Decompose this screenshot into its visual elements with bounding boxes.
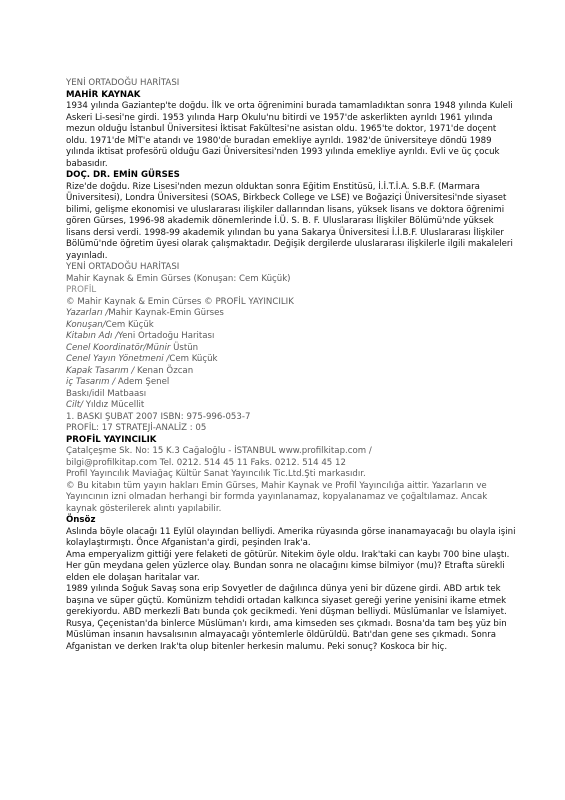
printing-line: Baskı/idil Matbaası bbox=[66, 388, 147, 399]
preface-heading: Önsöz bbox=[66, 515, 96, 525]
credit-value: Yeni Ortadoğu Haritası bbox=[118, 331, 215, 341]
publisher-label: PROFİL bbox=[66, 285, 97, 295]
credit-line bbox=[66, 377, 518, 389]
address-line-2: bilgi@profilkitap.com Tel. 0212. 514 45 11 Faks. 0212. 514 45 12 bbox=[66, 457, 346, 468]
credit-value: Üstün bbox=[173, 342, 199, 353]
credit-label: Cenel Yayın Yönetmeni / bbox=[66, 354, 170, 364]
credit-line bbox=[66, 331, 518, 343]
author2-name: DOÇ. DR. EMİN GÜRSES bbox=[66, 170, 180, 180]
preface-paragraph-2: Ama emperyalizm gittiği yere felaketi de götürür. Nitekim öyle oldu. Irak'taki can kaybı 700 bine ulaştı. Her gün meydana gelen yüzlerce olay. Bundan sonra ne olacağını kimse bilmiyor (mu)? Etrafta sürekli elden ele dolaşan haritalar var. bbox=[66, 549, 510, 583]
series-line: PROFİL: 17 STRATEJİ-ANALİZ : 05 bbox=[66, 423, 207, 433]
credits-list bbox=[66, 308, 518, 389]
credit-line bbox=[66, 366, 518, 378]
binding-label: Cilt/ bbox=[66, 400, 86, 410]
credit-line bbox=[66, 308, 518, 320]
credit-label: Yazarları / bbox=[66, 308, 109, 318]
credit-value: Cem Küçük bbox=[169, 354, 218, 364]
credit-label: Kitabın Adı / bbox=[66, 331, 119, 341]
credit-value: Cem Küçük bbox=[105, 319, 154, 330]
credit-value: Kenan Özcan bbox=[137, 365, 194, 376]
author2-bio: Rize'de doğdu. Rize Lisesi'nden mezun olduktan sonra Eğitim Enstitüsü, İ.İ.T.İ.A. S.B.F. (Marmara Üniversitesi), Londra Üniversitesi (SOAS, Birkbeck College ve LSE) ve Boğaziçi Üniversitesi'nde siyaset bilimi, gelişme ekonomisi ve uluslararası ilişkiler dallarından lisans, yüksek lisans ve doktora öğrenimi gören Gürses, 1996-98 akademik dönemlerinde İ.Ü. S. B. F. Uluslararası İlişkiler Bölümü'nde yüksek lisans dersi verdi. 1998-99 akademik yılından bu yana Sakarya Üniversitesi İ.İ.B.F. Uluslararası İlişkiler Bölümü'nde öğretim üyesi olarak çalışmaktadır. Değişik dergilerde uluslararası ilişkilerle ilgili makaleleri yayınladı. bbox=[66, 181, 513, 261]
author1-name: MAHİR KAYNAK bbox=[66, 89, 141, 100]
rights-notice: © Bu kitabın tüm yayın hakları Emin Gürses, Mahir Kaynak ve Profil Yayıncılığa aittir. Yazarların ve Yayıncının izni olmadan herhangi bir formda yayınlanamaz, kopyalanamaz ve çoğaltılamaz. Ancak kaynak gösterilerek alıntı yapılabilir. bbox=[66, 480, 488, 514]
series-title: YENİ ORTADOĞU HARİTASI bbox=[66, 78, 180, 88]
credit-label: iç Tasarım / bbox=[66, 377, 118, 387]
book-page bbox=[66, 78, 518, 653]
authors-line: Mahir Kaynak & Emin Gürses (Konuşan: Cem Küçük) bbox=[66, 273, 291, 284]
credit-label: Konuşan/ bbox=[66, 319, 106, 330]
credit-label: Kapak Tasarım / bbox=[66, 365, 138, 376]
binding-value: Yıldız Mücellit bbox=[85, 400, 145, 410]
address-line-3: Profil Yayıncılık Maviağaç Kültür Sanat Yayıncılık Tic.Ltd.Şti markasıdır. bbox=[66, 469, 366, 479]
preface-paragraph-1: Aslında böyle olacağı 11 Eylül olayından belliydi. Amerika rüyasında görse inanamayacağı bu olayla işini kolaylaştırmıştı. Önce Afganistan'a girdi, peşinden Irak'a. bbox=[66, 526, 516, 548]
copyright-line: © Mahir Kaynak & Emin Cürses © PROFİL YAYINCILIK bbox=[66, 296, 294, 307]
preface-paragraph-3: 1989 yılında Soğuk Savaş sona erip Sovyetler de dağılınca dünya yeni bir düzene girdi. ABD artık tek başına ve süper güçtü. Komünizm tehdidi ortadan kalkınca siyaset gereği yerine yenisini ikame etmek gerekiyordu. ABD merkezli Batı bunda çok gecikmedi. Yeni düşman belliydi. Müslümanlar ve İslamiyet. Rusya, Çeçenistan'da binlerce Müslüman'ı kırdı, ama kimseden ses çıkmadı. Bosna'da tam beş yüz bin Müslüman insanın havsalısının almayacağı yöntemlerle öldürüldü. Batı'dan gene ses çıkmadı. Sonra Afganistan ve derken Irak'ta olup bitenler herkesin malumu. Peki sonuç? Koskoca bir hiç. bbox=[66, 584, 507, 652]
credit-line bbox=[66, 343, 518, 355]
edition-line: 1. BASKI ŞUBAT 2007 ISBN: 975-996-053-7 bbox=[66, 411, 251, 422]
credit-value: Mahir Kaynak-Emin Gürses bbox=[108, 308, 224, 318]
author1-bio: 1934 yılında Gaziantep'te doğdu. İlk ve orta öğrenimini burada tamamladıktan sonra 1948 yılında Kuleli Askeri Li-sesi'ne girdi. 1953 yılında Harp Okulu'nu bitirdi ve 1957'de askerlikten ayrıldı 1961 yılında mezun olduğu İstanbul Üniversitesi İktisat Fakültesi'ne asistan oldu. 1965'te doktor, 1971'de doçent oldu. 1971'de MİT'e atandı ve 1980'de buradan emekliye ayrıldı. 1982'de üniversiteye döndü 1989 yılında iktisat profesörü olduğu Gazi Üniversitesi'nden 1993 yılında emekliye ayrıldı. Evli ve üç çocuk babasıdır. bbox=[66, 101, 513, 169]
publisher-name: PROFİL YAYINCILIK bbox=[66, 434, 157, 445]
credit-value: Adem Şenel bbox=[117, 377, 170, 387]
credit-label: Cenel Koordinatör/Münir bbox=[66, 342, 174, 353]
binding-line bbox=[66, 400, 518, 412]
book-title: YENİ ORTADOĞU HARİTASI bbox=[66, 262, 180, 272]
credit-line bbox=[66, 354, 518, 366]
address-line-1: Çatalçeşme Sk. No: 15 K.3 Cağaloğlu - İSTANBUL www.profilkitap.com / bbox=[66, 446, 372, 456]
credit-line bbox=[66, 320, 518, 332]
